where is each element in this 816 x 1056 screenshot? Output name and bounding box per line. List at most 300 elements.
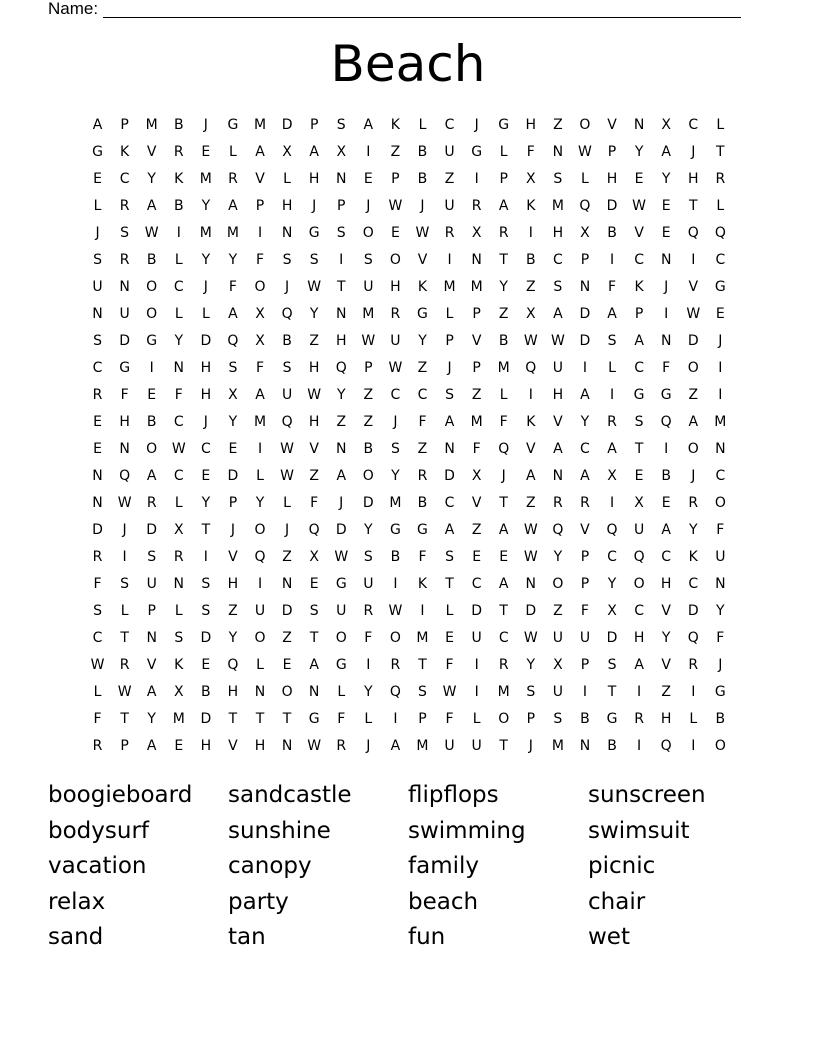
grid-row [84,489,734,516]
grid-letter: A [580,467,590,484]
grid-row [84,543,734,570]
grid-letter: H [308,170,320,187]
grid-letter: K [417,575,428,592]
grid-letter: A [607,440,617,457]
grid-letter: S [120,575,130,592]
grid-letter: E [201,656,211,673]
name-line [48,0,741,18]
grid-letter: I [474,656,479,673]
grid-letter: G [714,683,726,700]
grid-row [84,246,734,273]
grid-letter: Q [714,224,726,241]
grid-letter: F [526,143,535,160]
grid-letter: I [366,656,371,673]
grid-letter: S [363,251,373,268]
grid-letter: A [688,413,699,430]
grid-letter: R [444,224,455,241]
name-blank-field[interactable] [103,3,741,18]
grid-letter: Y [553,548,563,565]
grid-letter: L [283,494,291,511]
grid-letter: F [716,521,725,538]
grid-letter: A [444,521,455,538]
grid-letter: V [661,656,671,673]
grid-letter: I [474,170,479,187]
grid-letter: A [526,467,536,484]
grid-letter: A [255,143,265,160]
grid-letter: Z [525,278,536,295]
grid-letter: P [228,494,238,511]
grid-letter: D [362,494,374,511]
grid-letter: W [388,197,403,214]
grid-letter: M [253,413,267,430]
word-list-item: beach [408,888,479,915]
grid-letter: J [230,521,235,538]
grid-letter: Q [389,683,401,700]
grid-letter: H [308,359,320,376]
grid-letter: A [228,197,238,214]
grid-letter: Q [660,413,672,430]
grid-letter: F [228,278,237,295]
grid-letter: T [445,575,454,592]
grid-letter: I [257,440,263,457]
grid-letter: B [607,224,617,241]
word-list-item: sunshine [228,817,331,844]
grid-letter: A [92,116,103,133]
grid-letter: Y [499,278,508,295]
grid-letter: W [334,548,349,565]
grid-letter: L [93,683,102,700]
grid-letter: K [688,548,698,565]
grid-letter: C [634,359,644,376]
grid-letter: R [363,602,374,619]
grid-letter: F [716,629,725,646]
grid-letter: B [715,710,726,727]
grid-letter: N [471,251,482,268]
grid-letter: C [92,359,103,376]
grid-letter: Q [525,359,537,376]
grid-row [84,570,734,597]
grid-letter: D [200,629,212,646]
grid-letter: P [418,710,427,727]
grid-letter: S [93,602,102,619]
grid-letter: W [307,386,322,403]
grid-letter: V [471,332,482,349]
grid-letter: J [474,116,479,133]
grid-letter: F [662,359,671,376]
grid-letter: R [607,413,617,430]
grid-letter: B [661,467,671,484]
letter-grid [84,111,734,759]
grid-letter: R [119,656,130,673]
grid-letter: Y [228,413,238,430]
grid-letter: S [147,548,157,565]
grid-letter: X [607,467,617,484]
grid-letter: L [256,656,264,673]
grid-letter: S [607,656,617,673]
grid-letter: N [281,575,293,592]
grid-letter: Y [418,332,427,349]
grid-letter: Z [471,386,482,403]
grid-letter: L [445,305,454,322]
grid-letter: N [525,575,537,592]
word-list-item: swimsuit [588,817,690,844]
grid-letter: S [634,413,644,430]
grid-letter: F [310,494,319,511]
grid-letter: F [337,710,346,727]
grid-letter: C [200,440,211,457]
grid-letter: B [417,170,428,187]
grid-letter: D [227,467,239,484]
grid-letter: A [363,116,374,133]
grid-letter: L [716,116,725,133]
grid-letter: H [660,575,672,592]
grid-letter: U [633,521,645,538]
grid-letter: C [634,251,644,268]
grid-letter: R [498,656,509,673]
grid-letter: M [389,494,402,511]
grid-letter: J [312,197,317,214]
grid-letter: L [689,710,698,727]
grid-letter: T [688,197,698,214]
grid-letter: Z [688,386,699,403]
grid-letter: T [120,629,129,646]
grid-letter: H [606,170,618,187]
grid-letter: T [120,710,129,727]
grid-letter: J [366,737,371,754]
grid-letter: O [146,305,158,322]
grid-letter: H [335,332,347,349]
grid-letter: Z [553,116,563,133]
grid-letter: V [526,440,536,457]
grid-letter: D [92,521,103,538]
grid-letter: S [553,710,563,727]
grid-letter: F [472,440,481,457]
grid-row [84,732,734,759]
grid-letter: R [553,494,563,511]
grid-letter: K [390,116,400,133]
grid-letter: U [444,143,455,160]
grid-letter: I [691,737,696,754]
grid-letter: R [688,656,699,673]
grid-letter: M [253,116,267,133]
grid-letter: K [174,170,184,187]
grid-letter: S [174,629,184,646]
grid-letter: E [228,440,238,457]
grid-letter: W [415,224,430,241]
grid-letter: B [363,440,374,457]
grid-letter: L [174,251,183,268]
grid-letter: D [606,197,618,214]
grid-letter: I [528,386,533,403]
grid-letter: O [254,521,266,538]
grid-letter: V [255,170,265,187]
grid-letter: N [119,278,130,295]
grid-letter: J [691,467,696,484]
grid-letter: V [146,656,157,673]
grid-letter: V [580,521,590,538]
grid-letter: L [93,197,102,214]
grid-row [84,381,734,408]
grid-letter: E [445,629,454,646]
grid-letter: I [609,494,615,511]
grid-letter: G [471,143,483,160]
grid-letter: R [119,251,130,268]
grid-letter: S [336,116,346,133]
grid-letter: B [417,494,428,511]
word-list-item: bodysurf [48,817,149,844]
grid-letter: I [691,683,696,700]
grid-letter: Q [227,656,239,673]
word-list-item: sand [48,924,104,950]
grid-letter: D [579,305,591,322]
grid-letter: S [201,602,211,619]
grid-letter: C [173,467,184,484]
grid-letter: O [254,278,266,295]
grid-letter: I [257,575,263,592]
grid-row [84,705,734,732]
grid-letter: P [499,170,508,187]
grid-letter: P [364,359,373,376]
grid-letter: U [336,602,347,619]
grid-letter: H [390,278,401,295]
grid-letter: W [388,602,403,619]
grid-letter: Q [606,521,618,538]
grid-letter: U [363,278,374,295]
grid-letter: A [553,440,563,457]
grid-letter: M [416,629,429,646]
grid-letter: D [444,467,455,484]
grid-letter: F [364,629,373,646]
grid-letter: Z [417,359,428,376]
grid-letter: X [471,467,482,484]
grid-letter: G [335,575,347,592]
grid-letter: W [117,683,132,700]
grid-letter: J [366,197,371,214]
grid-letter: S [93,251,102,268]
grid-letter: N [173,359,185,376]
grid-letter: U [552,629,563,646]
grid-letter: O [254,629,266,646]
grid-letter: O [281,683,293,700]
grid-letter: M [470,278,483,295]
grid-letter: A [634,656,644,673]
grid-row [84,651,734,678]
grid-letter: J [122,521,127,538]
grid-letter: B [580,710,590,727]
grid-letter: E [661,494,671,511]
name-label: Name: [48,0,99,18]
grid-letter: U [390,332,401,349]
grid-letter: N [254,683,266,700]
grid-letter: D [335,521,347,538]
grid-letter: N [336,305,347,322]
grid-letter: B [607,737,617,754]
grid-letter: C [444,494,455,511]
grid-letter: E [715,305,725,322]
grid-letter: I [582,359,588,376]
grid-letter: N [633,116,645,133]
grid-letter: F [607,278,617,295]
grid-letter: M [551,737,564,754]
grid-letter: P [580,251,590,268]
grid-letter: W [578,143,592,160]
grid-letter: F [418,548,427,565]
grid-letter: L [418,116,427,133]
grid-letter: X [255,305,265,322]
grid-letter: P [472,305,481,322]
grid-letter: R [173,548,184,565]
grid-letter: G [417,305,428,322]
grid-letter: R [498,224,509,241]
grid-letter: H [281,197,293,214]
grid-letter: Z [661,683,671,700]
grid-letter: S [309,251,319,268]
grid-letter: S [363,548,373,565]
grid-letter: W [388,359,403,376]
grid-letter: S [120,224,130,241]
grid-letter: I [609,386,615,403]
grid-letter: R [92,386,103,403]
grid-letter: G [92,143,103,160]
grid-letter: Y [607,575,617,592]
grid-letter: D [606,629,618,646]
grid-letter: V [228,548,238,565]
grid-letter: A [498,575,509,592]
grid-letter: O [498,710,510,727]
grid-letter: E [93,413,102,430]
grid-letter: T [634,440,644,457]
grid-row [84,435,734,462]
grid-letter: I [366,143,371,160]
grid-letter: F [174,386,183,403]
grid-letter: J [420,197,425,214]
grid-letter: A [255,386,265,403]
grid-letter: I [420,602,425,619]
grid-letter: U [254,602,266,619]
grid-letter: I [122,548,127,565]
grid-letter: N [119,440,130,457]
grid-letter: Q [498,440,510,457]
grid-letter: Y [580,413,590,430]
grid-letter: T [499,602,508,619]
grid-letter: W [523,629,538,646]
grid-letter: I [637,683,642,700]
grid-letter: I [528,224,533,241]
grid-letter: M [714,413,727,430]
grid-letter: L [174,494,183,511]
grid-letter: D [525,602,537,619]
grid-letter: Y [391,467,400,484]
grid-letter: L [716,197,725,214]
grid-letter: S [607,332,617,349]
grid-letter: J [203,413,208,430]
grid-letter: C [634,602,644,619]
grid-letter: T [499,494,508,511]
grid-letter: J [393,413,398,430]
grid-letter: Z [417,440,428,457]
grid-letter: P [580,656,590,673]
grid-letter: E [309,575,319,592]
grid-letter: W [632,197,647,214]
grid-letter: Y [201,494,211,511]
grid-letter: G [308,224,320,241]
grid-letter: R [146,494,157,511]
grid-letter: P [309,116,319,133]
grid-letter: G [119,359,131,376]
grid-letter: G [335,656,347,673]
grid-letter: E [93,440,102,457]
grid-letter: A [661,521,671,538]
grid-letter: A [228,305,238,322]
grid-letter: W [523,521,538,538]
grid-letter: B [146,251,157,268]
grid-letter: V [634,224,644,241]
grid-letter: I [447,251,452,268]
grid-letter: P [580,575,590,592]
grid-letter: A [146,197,157,214]
grid-letter: F [93,575,102,592]
grid-letter: X [173,521,184,538]
grid-letter: R [580,494,590,511]
grid-letter: V [228,737,238,754]
grid-letter: I [339,251,344,268]
word-list-item: picnic [588,853,656,879]
grid-letter: Y [174,332,184,349]
grid-letter: L [337,683,346,700]
grid-letter: F [418,413,427,430]
grid-letter: W [686,305,701,322]
grid-letter: I [474,683,479,700]
grid-letter: Y [364,683,373,700]
grid-letter: M [443,278,456,295]
grid-letter: L [229,143,237,160]
grid-letter: U [363,575,374,592]
grid-letter: S [93,332,102,349]
grid-letter: U [444,737,455,754]
grid-letter: D [119,332,130,349]
grid-letter: J [718,656,723,673]
grid-letter: M [145,116,158,133]
grid-letter: V [607,116,617,133]
word-list-item: family [408,853,479,879]
grid-row [84,327,734,354]
grid-letter: C [173,413,184,430]
grid-letter: E [634,467,644,484]
grid-letter: R [417,467,428,484]
grid-letter: M [470,413,483,430]
grid-letter: P [526,710,536,727]
word-list-item: chair [588,888,646,915]
grid-letter: W [442,683,457,700]
grid-letter: M [551,197,564,214]
grid-letter: P [120,737,129,754]
grid-letter: B [173,197,184,214]
grid-letter: O [579,116,591,133]
grid-letter: L [174,602,183,619]
grid-letter: U [552,359,563,376]
grid-letter: S [228,359,238,376]
grid-letter: P [472,359,481,376]
grid-letter: O [362,467,374,484]
word-list-item: relax [48,888,106,915]
grid-letter: L [120,602,129,619]
grid-letter: H [660,710,672,727]
grid-letter: Z [444,170,455,187]
grid-letter: I [718,359,723,376]
word-list-item: party [228,888,289,915]
grid-letter: B [173,116,184,133]
grid-letter: A [498,197,509,214]
